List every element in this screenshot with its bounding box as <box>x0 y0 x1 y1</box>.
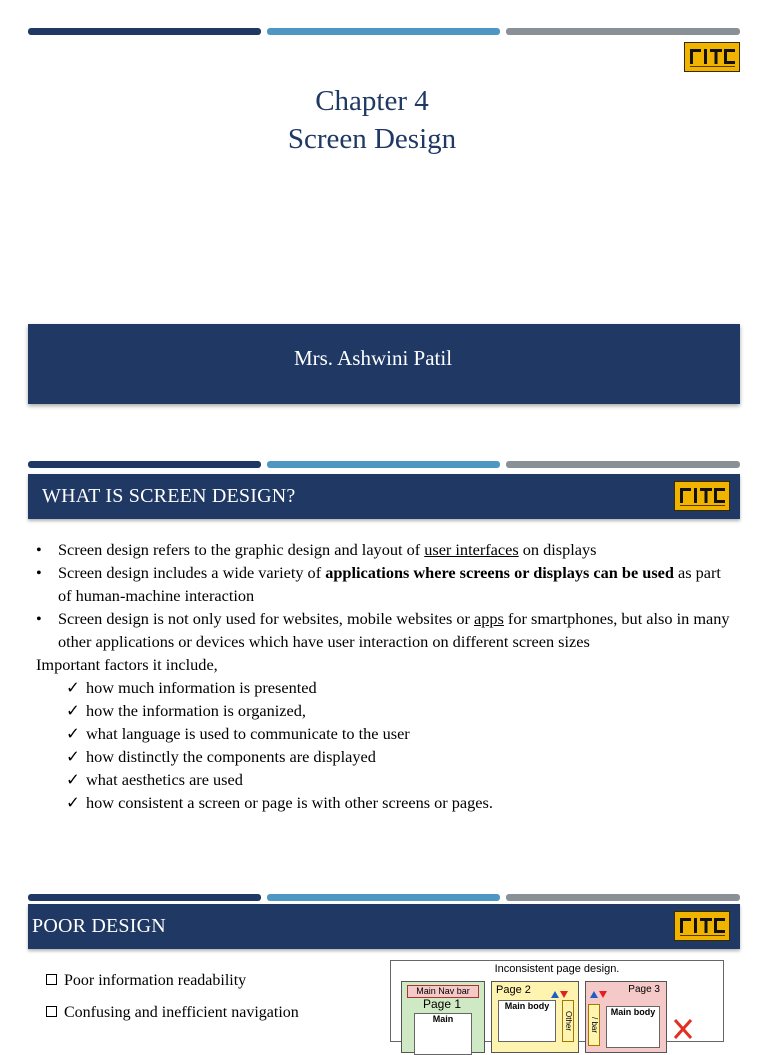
sort-arrows-icon <box>590 985 607 1003</box>
factors-intro: Important factors it include, <box>36 655 218 674</box>
chapter-title: Chapter 4 <box>315 85 429 117</box>
page-2-mock <box>491 981 579 1053</box>
factor-text: how consistent a screen or page is with other screens or pages. <box>86 793 493 812</box>
section-heading: POOR DESIGN <box>32 915 166 937</box>
page-1-label: Page 1 <box>422 997 462 1011</box>
apps-link[interactable]: apps <box>474 609 504 628</box>
section-header <box>28 474 740 519</box>
main-body-label: Main body <box>610 1007 656 1017</box>
stripe-blue <box>267 28 500 35</box>
factor-text: what language is used to communicate to the user <box>86 724 410 743</box>
list-item <box>46 965 299 997</box>
checkbox-bullet-icon <box>46 974 57 985</box>
factor-text: how distinctly the components are displayed <box>86 747 376 766</box>
figure-title: Inconsistent page design. <box>494 963 620 975</box>
factor-text: how much information is presented <box>86 678 317 697</box>
red-x-icon <box>671 1016 701 1041</box>
rit-logo <box>674 911 730 941</box>
checkmark-icon: ✓ <box>66 724 80 743</box>
top-stripes <box>28 461 740 469</box>
chapter-subtitle: Screen Design <box>287 123 457 155</box>
top-stripes <box>28 894 740 902</box>
bullet-item <box>36 607 736 653</box>
factor-item <box>36 699 736 722</box>
bullet-dot-icon: • <box>36 609 42 628</box>
title-slide <box>0 0 768 440</box>
bullet-dot-icon: • <box>36 540 42 559</box>
checkmark-icon: ✓ <box>66 770 80 789</box>
bullet-item <box>36 538 736 561</box>
list-item-text: Poor information readability <box>64 972 247 989</box>
list-item-text: Confusing and inefficient navigation <box>64 1004 299 1021</box>
checkmark-icon: ✓ <box>66 678 80 697</box>
page-3-label: Page 3 <box>628 984 660 995</box>
stripe-gray <box>506 461 740 468</box>
section-header <box>28 904 740 949</box>
section-heading: WHAT IS SCREEN DESIGN? <box>42 485 296 507</box>
factor-text: what aesthetics are used <box>86 770 243 789</box>
other-bar-label: Other <box>562 1000 574 1042</box>
page-3-mock <box>585 981 667 1053</box>
factor-item <box>36 791 736 814</box>
user-interfaces-link[interactable]: user interfaces <box>424 540 519 559</box>
bullet-text: Screen design is not only used for websites, mobile websites or <box>58 609 475 628</box>
checkmark-icon: ✓ <box>66 747 80 766</box>
factor-item <box>36 722 736 745</box>
bullet-bold-text: applications where screens or displays can be used <box>325 563 674 582</box>
what-is-screen-design-slide <box>0 440 768 870</box>
bullet-text: Screen design refers to the graphic design and layout of <box>58 540 425 559</box>
inconsistent-page-figure <box>390 960 724 1042</box>
stripe-gray <box>506 28 740 35</box>
bullet-text: Screen design includes a wide variety of <box>58 563 326 582</box>
stripe-blue <box>267 461 500 468</box>
main-body-box <box>606 1006 660 1048</box>
checkbox-bullet-icon <box>46 1006 57 1017</box>
main-label: Main <box>432 1014 454 1024</box>
bullet-text: on displays <box>518 540 597 559</box>
main-body-box <box>498 1000 556 1042</box>
main-body-label: Main body <box>504 1001 550 1011</box>
side-bar-label: / bar <box>588 1004 600 1046</box>
stripe-blue <box>267 894 500 901</box>
rit-logo <box>684 42 740 72</box>
bullet-item <box>36 561 736 607</box>
author-name: Mrs. Ashwini Patil <box>293 346 453 370</box>
stripe-dark <box>28 461 261 468</box>
page-2-label: Page 2 <box>496 984 531 996</box>
stripe-dark <box>28 28 261 35</box>
bullet-dot-icon: • <box>36 563 42 582</box>
checkmark-icon: ✓ <box>66 793 80 812</box>
checkmark-icon: ✓ <box>66 701 80 720</box>
rit-logo <box>674 481 730 511</box>
stripe-gray <box>506 894 740 901</box>
bullet-text: as part of human-machine interaction <box>58 563 721 605</box>
top-stripes <box>28 28 740 36</box>
stripe-dark <box>28 894 261 901</box>
bullet-text: for smartphones, but also in many other applications or devices which have user interaction on different screen sizes <box>58 609 730 651</box>
poor-design-list <box>46 965 299 1029</box>
page-1-mock <box>401 981 485 1053</box>
factor-item <box>36 768 736 791</box>
factor-item <box>36 676 736 699</box>
poor-design-slide <box>0 870 768 1033</box>
list-item <box>46 997 299 1029</box>
definition-bullets <box>36 538 736 814</box>
main-box <box>414 1013 472 1055</box>
author-banner <box>28 324 740 404</box>
factor-item <box>36 745 736 768</box>
factor-text: how the information is organized, <box>86 701 306 720</box>
main-nav-bar-label: Main Nav bar <box>407 985 479 998</box>
